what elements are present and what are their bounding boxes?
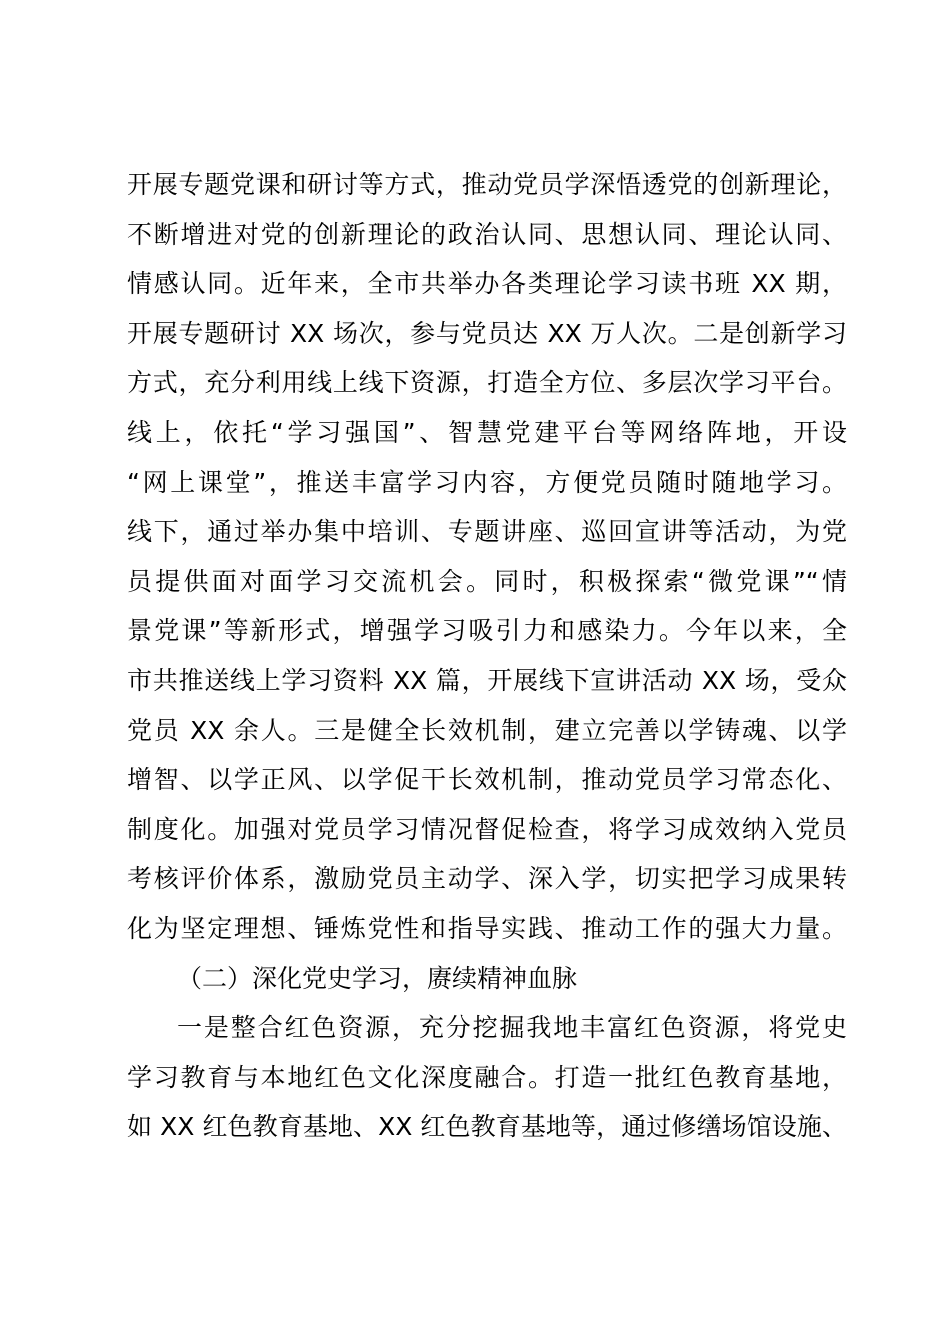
- document-body: [127, 160, 847, 1152]
- paragraph-line: 情感认同。近年来，全市共举办各类理论学习读书班 XX 期，: [127, 269, 847, 299]
- paragraph-line: 化为坚定理想、锤炼党性和指导实践、推动工作的强大力量。: [127, 913, 847, 943]
- paragraph-line: 线下，通过举办集中培训、专题讲座、巡回宣讲等活动，为党: [127, 517, 847, 547]
- paragraph-line: 员提供面对面学习交流机会。同时，积极探索“微党课”“情: [127, 566, 847, 596]
- paragraph-line: 方式，充分利用线上线下资源，打造全方位、多层次学习平台。: [127, 368, 847, 398]
- paragraph-line: 一是整合红色资源，充分挖掘我地丰富红色资源，将党史: [177, 1013, 847, 1043]
- paragraph-line: 考核评价体系，激励党员主动学、深入学，切实把学习成果转: [127, 864, 847, 894]
- paragraph-line: 不断增进对党的创新理论的政治认同、思想认同、理论认同、: [127, 219, 847, 249]
- paragraph-line: “网上课堂”，推送丰富学习内容，方便党员随时随地学习。: [127, 467, 847, 497]
- paragraph-line: 开展专题研讨 XX 场次，参与党员达 XX 万人次。二是创新学习: [127, 318, 847, 348]
- section-heading: （二）深化党史学习，赓续精神血脉: [177, 963, 578, 993]
- paragraph-line: 景党课”等新形式，增强学习吸引力和感染力。今年以来，全: [127, 616, 847, 646]
- paragraph-line: 如 XX 红色教育基地、XX 红色教育基地等，通过修缮场馆设施、: [127, 1112, 847, 1142]
- paragraph-line: 党员 XX 余人。三是健全长效机制，建立完善以学铸魂、以学: [127, 715, 847, 745]
- paragraph-line: 制度化。加强对党员学习情况督促检查，将学习成效纳入党员: [127, 814, 847, 844]
- paragraph-line: 市共推送线上学习资料 XX 篇，开展线下宣讲活动 XX 场，受众: [127, 665, 847, 695]
- paragraph-line: 线上，依托“学习强国”、智慧党建平台等网络阵地，开设: [127, 417, 847, 447]
- paragraph-line: 增智、以学正风、以学促干长效机制，推动党员学习常态化、: [127, 765, 847, 795]
- paragraph-line: 开展专题党课和研讨等方式，推动党员学深悟透党的创新理论，: [127, 170, 847, 199]
- paragraph-line: 学习教育与本地红色文化深度融合。打造一批红色教育基地，: [127, 1062, 847, 1092]
